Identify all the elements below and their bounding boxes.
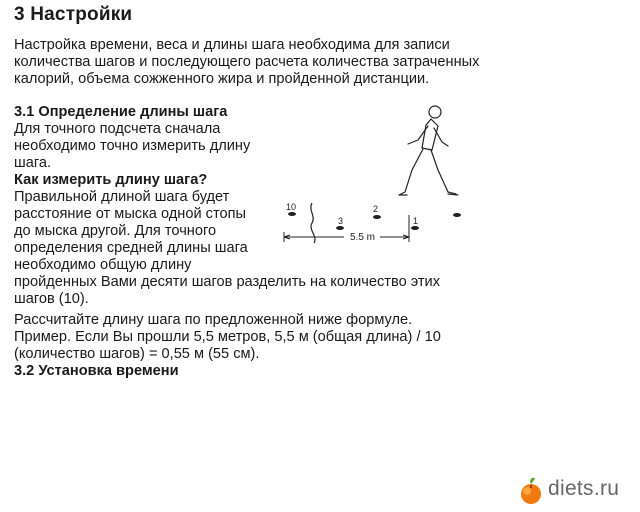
text-line: необходимо общую длину [14, 257, 192, 273]
step-label-10: 10 [286, 202, 297, 212]
step-label-1: 1 [413, 216, 419, 226]
text-line: пройденных Вами десяти шагов разделить на количество этих [14, 274, 440, 290]
how-to-heading: Как измерить длину шага? [14, 172, 208, 188]
calculation-paragraph: Рассчитайте длину шага по предложенной ниже формуле. Пример. Если Вы прошли 5,5 метров, 5,5 м (общая длина) / 10 (количество шагов) = 0,55 м (55 см). [14, 312, 441, 362]
intro-paragraph: Настройка времени, веса и длины шага необходима для записи количества шагов и последующего расчета количества затраченных калорий, объема сожженного жира и пройденной дистанции. [14, 37, 480, 87]
step-label-2: 2 [373, 204, 379, 214]
step-label-3: 3 [338, 216, 344, 226]
text-line: до мыска другой. Для точного [14, 223, 217, 239]
text-line: расстояние от мыска одной стопы [14, 206, 246, 222]
text-line: шагов (10). [14, 291, 89, 307]
subsection-3-1-text: Для точного подсчета сначала необходимо точно измерить длину шага. [14, 121, 251, 171]
distance-label: 5.5 m [350, 232, 376, 243]
diets-logo[interactable] [516, 476, 640, 506]
section-heading: 3 Настройки [14, 4, 133, 25]
walking-figure-illustration [272, 100, 472, 250]
subsection-heading-3-1: 3.1 Определение длины шага [14, 104, 228, 120]
text-line: Правильной длиной шага будет [14, 189, 230, 205]
apple-icon [516, 476, 546, 506]
distance-dimension [284, 215, 409, 242]
walking-person-icon [399, 106, 458, 195]
logo-text: diets.ru [548, 477, 620, 500]
footprints [288, 212, 461, 230]
text-line: определения средней длины шага [14, 240, 248, 256]
subsection-heading-3-2: 3.2 Установка времени [14, 363, 179, 378]
